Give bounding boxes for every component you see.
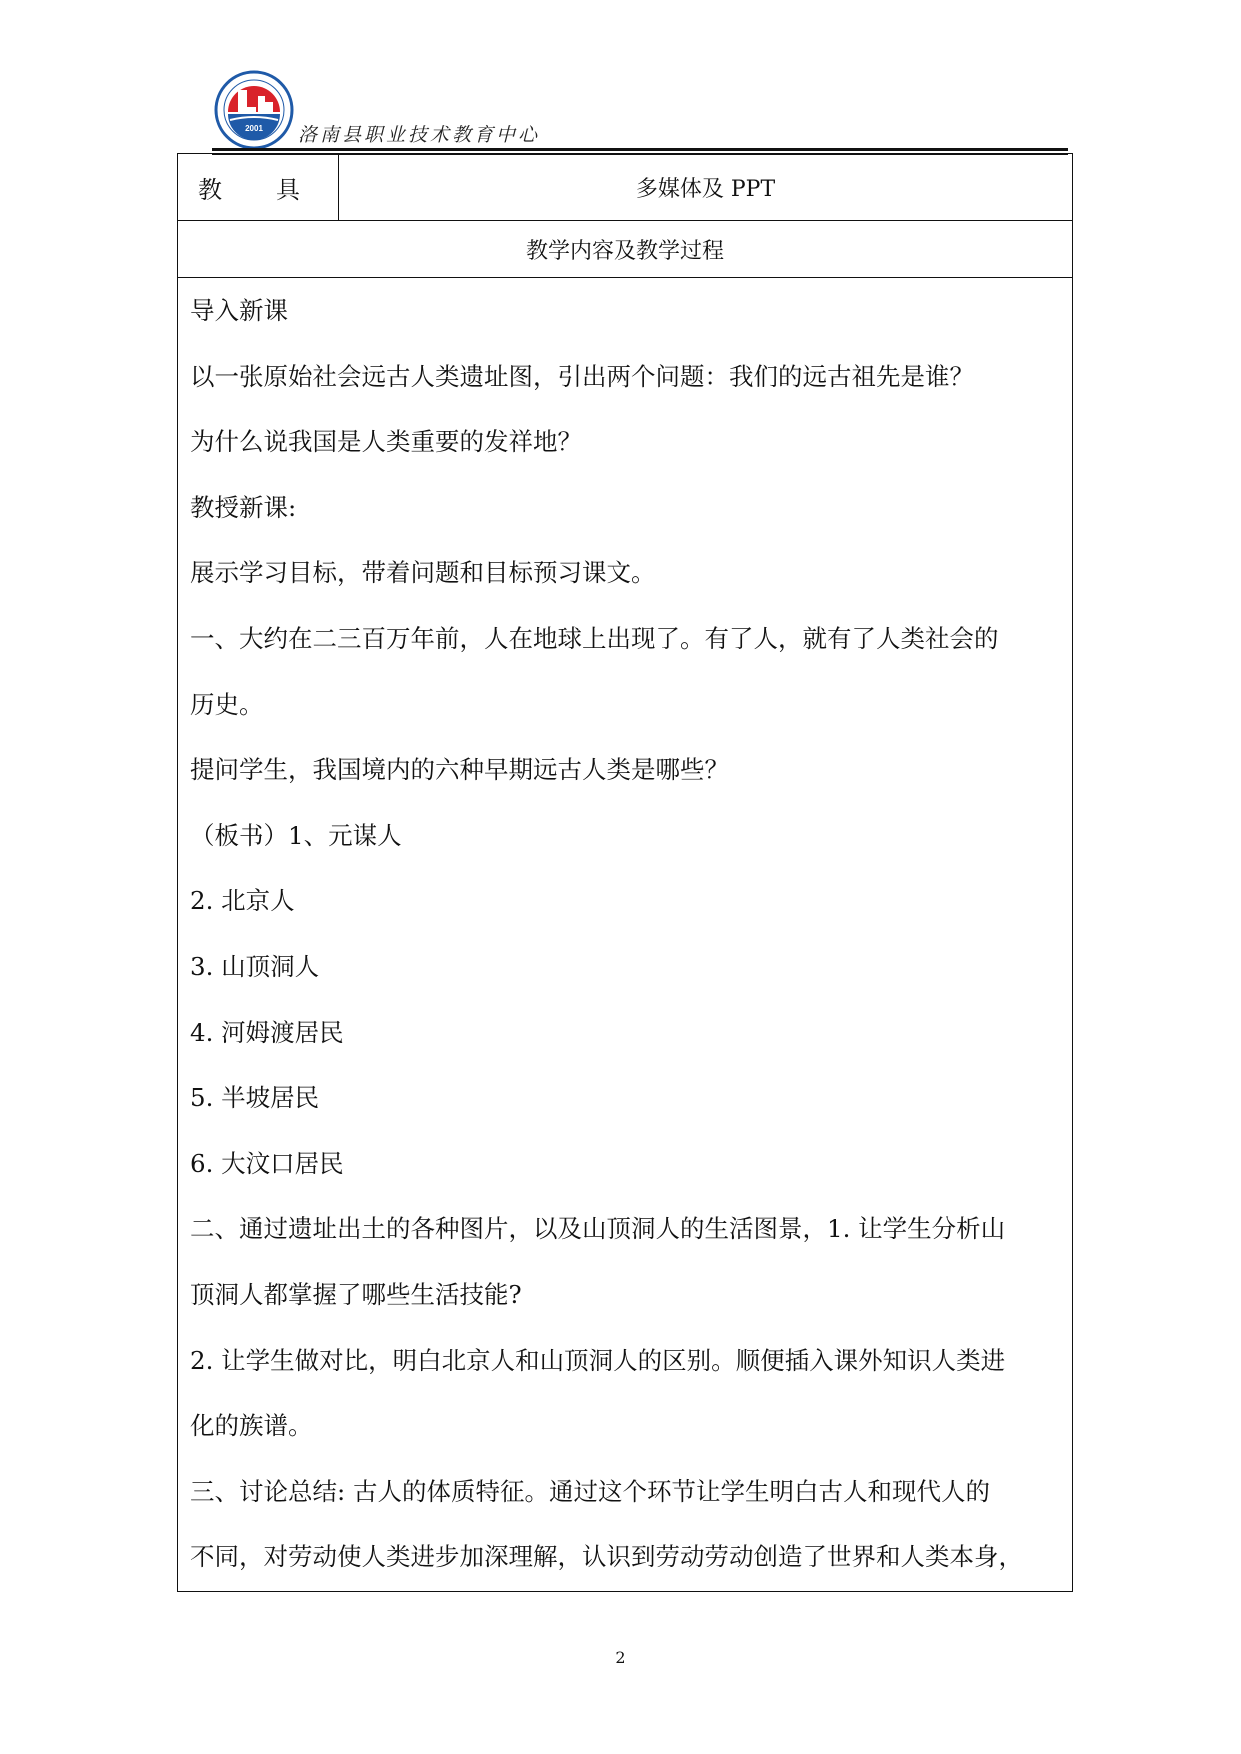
content-line: 2. 让学生做对比，明白北京人和山顶洞人的区别。顺便插入课外知识人类进 xyxy=(190,1345,1006,1375)
content-line: 展示学习目标，带着问题和目标预习课文。 xyxy=(190,558,656,588)
content-line: 为什么说我国是人类重要的发祥地？ xyxy=(190,427,582,457)
content-line: （板书）1、元谋人 xyxy=(190,820,402,850)
lesson-table xyxy=(177,153,1073,1592)
content-line: 3. 山顶洞人 xyxy=(190,951,320,981)
org-name: 洛南县职业技术教育中心 xyxy=(298,124,541,146)
teaching-aids-label xyxy=(178,154,339,221)
content-line: 5. 半坡居民 xyxy=(190,1083,320,1113)
content-line: 教授新课: xyxy=(190,492,297,522)
content-line: 导入新课 xyxy=(190,296,288,325)
school-logo-icon xyxy=(214,70,294,150)
label-char-1: 教 xyxy=(198,175,222,204)
page-header xyxy=(212,70,1068,152)
label-char-2: 具 xyxy=(276,175,300,204)
teaching-aids-row xyxy=(178,154,1073,221)
content-line: 不同，对劳动使人类进步加深理解，认识到劳动劳动创造了世界和人类本身， xyxy=(190,1542,1023,1572)
content-line: 三、讨论总结: 古人的体质特征。通过这个环节让学生明白古人和现代人的 xyxy=(190,1476,991,1506)
teaching-aids-value: 多媒体及 PPT xyxy=(339,154,1073,221)
content-line: 6. 大汶口居民 xyxy=(190,1148,344,1178)
lesson-content xyxy=(178,278,1073,1592)
content-line: 二、通过遗址出土的各种图片，以及山顶洞人的生活图景，1. 让学生分析山 xyxy=(190,1214,1006,1244)
content-line: 化的族谱。 xyxy=(190,1411,313,1441)
content-row xyxy=(178,278,1073,1592)
content-line: 提问学生，我国境内的六种早期远古人类是哪些？ xyxy=(190,755,729,785)
header-rule-thick xyxy=(212,148,1068,151)
content-line: 4. 河姆渡居民 xyxy=(190,1017,344,1047)
content-line: 2. 北京人 xyxy=(190,886,295,916)
section-title: 教学内容及教学过程 xyxy=(178,221,1073,278)
page-number: 2 xyxy=(615,1648,626,1667)
content-line: 以一张原始社会远古人类遗址图，引出两个问题：我们的远古祖先是谁？ xyxy=(190,361,974,391)
section-title-row xyxy=(178,221,1073,278)
logo-year: 2001 xyxy=(245,124,263,133)
content-line: 历史。 xyxy=(190,689,264,719)
content-line: 一、大约在二三百万年前，人在地球上出现了。有了人，就有了人类社会的 xyxy=(190,623,999,653)
content-line: 顶洞人都掌握了哪些生活技能? xyxy=(190,1279,522,1309)
